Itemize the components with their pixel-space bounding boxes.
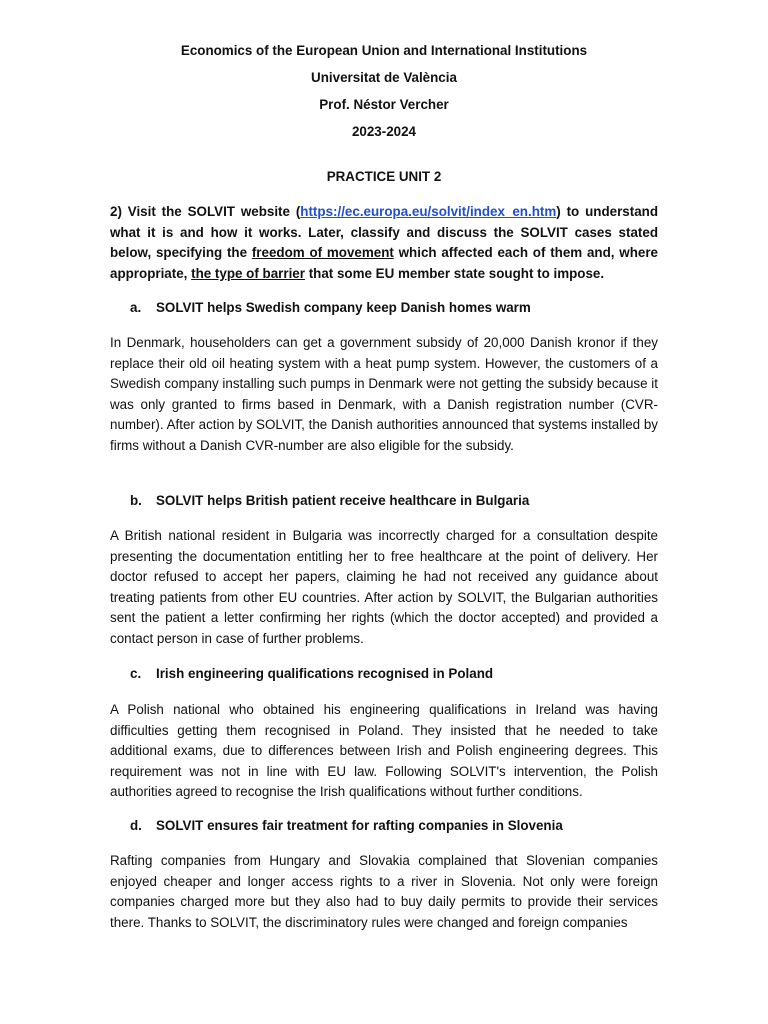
- intro-paragraph: 2) Visit the SOLVIT website (https://ec.europa.eu/solvit/index_en.htm) to understand what it is and how it works. Later, classify and discuss the SOLVIT cases stated below, specifying the freedom of movement which affected each of them and, where appropriate, the type of barrier that some EU member state sought to impose.: [110, 204, 658, 281]
- professor-name: Prof. Néstor Vercher: [319, 97, 449, 112]
- type-of-barrier-term: the type of barrier: [191, 265, 305, 281]
- university-name: Universitat de València: [311, 70, 457, 85]
- case-d-body: Rafting companies from Hungary and Slovakia complained that Slovenian companies enjoyed cheaper and longer access rights to a river in Slovenia. Not only were foreign companies charged more but they also had to buy daily permits to provide their services there. Thanks to SOLVIT, the discriminatory rules were changed and foreign companies: [110, 853, 658, 930]
- case-a-body: In Denmark, householders can get a government subsidy of 20,000 Danish kronor if they replace their old oil heating system with a heat pump system. However, the customers of a Swedish company installing such pumps in Denmark were not getting the subsidy because it was only granted to firms based in Denmark, with a Danish registration number (CVR-number). After action by SOLVIT, the Danish authorities announced that systems installed by firms without a Danish CVR-number are also eligible for the subsidy.: [110, 335, 658, 453]
- case-c-heading: c. Irish engineering qualifications recognised in Poland: [130, 666, 494, 681]
- unit-title: PRACTICE UNIT 2: [326, 169, 442, 184]
- freedom-of-movement-term: freedom of movement: [251, 245, 394, 261]
- case-b-heading: b. SOLVIT helps British patient receive healthcare in Bulgaria: [130, 493, 530, 508]
- case-d-heading: d. SOLVIT ensures fair treatment for rafting companies in Slovenia: [130, 818, 563, 833]
- case-b-body: A British national resident in Bulgaria was incorrectly charged for a consultation despite presenting the documentation entitling her to free healthcare at the point of delivery. Her doctor refused to accept her papers, claiming he had not received any guidance about treating patients from other EU countries. After action by SOLVIT, the Bulgarian authorities sent the patient a letter confirming her rights (which the doctor accepted) and provided a contact person in case of further problems.: [110, 528, 658, 646]
- solvit-link[interactable]: https://ec.europa.eu/solvit/index_en.htm: [300, 204, 557, 219]
- case-a-heading: a. SOLVIT helps Swedish company keep Danish homes warm: [130, 300, 531, 315]
- case-c-body: A Polish national who obtained his engineering qualifications in Ireland was having difficulties getting them recognised in Poland. They insisted that he needed to take additional exams, due to differences between Irish and Polish engineering degrees. This requirement was not in line with EU law. Following SOLVIT's intervention, the Polish authorities agreed to recognise the Irish qualifications without further conditions.: [110, 702, 658, 800]
- course-title: Economics of the European Union and International Institutions: [180, 43, 588, 58]
- academic-year: 2023-2024: [351, 124, 417, 139]
